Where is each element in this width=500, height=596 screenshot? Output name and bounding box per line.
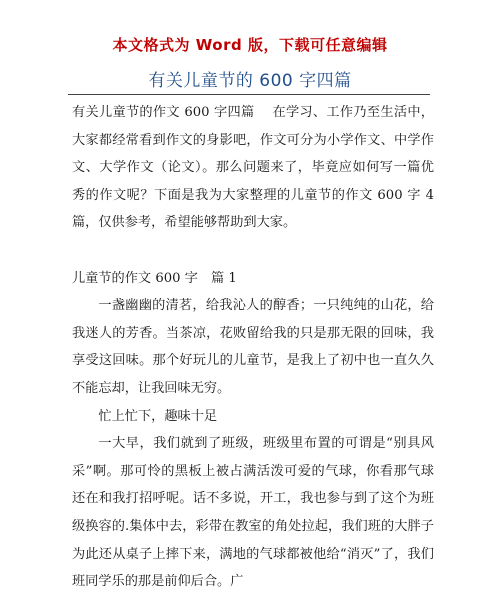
body-subheading: 忙上忙下，趣味十足 [98,408,218,424]
body-paragraph: 一大早，我们就到了班级，班级里布置的可谓是“别具风采”啊。那可怜的黑板上被占满活泼可爱的气球，你看那气球还在和我打招呼呢。话不多说，开工，我也参与到了这个为班级换容的.集体中去，彩带在教室的角处拉起，我们班的大胖子为此还从桌子上摔下来，满地的气球都被他给“消灭”了，我们班同学乐的那是前仰后合。广 [72,436,434,590]
body-paragraph: 一盏幽幽的清茗，给我沁人的醇香；一只纯纯的山花，给我迷人的芳香。当茶凉，花败留给我的只是那无限的回味，我享受这回味。那个好玩儿的儿童节，是我上了初中也一直久久不能忘却，让我回味无穷。 [72,298,434,396]
document-title: 有关儿童节的 600 字四篇 [148,71,352,91]
format-banner: 本文格式为 Word 版，下载可任意编辑 [112,36,388,54]
title-divider [68,94,430,95]
document-body [72,99,434,596]
intro-paragraph: 有关儿童节的作文 600 字四篇 在学习、工作乃至生活中，大家都经常看到作文的身影吧，作文可分为小学作文、中学作文、大学作文（论文）。那么问题来了，毕竟应如何写一篇优秀的作文呢？下面是我为大家整理的儿童节的作文 600 字 4 篇，仅供参考，希望能够帮助到大家。 [72,105,434,231]
section-heading: 儿童节的作文 600 字 篇 1 [72,270,237,286]
paragraph-gap [72,237,434,265]
